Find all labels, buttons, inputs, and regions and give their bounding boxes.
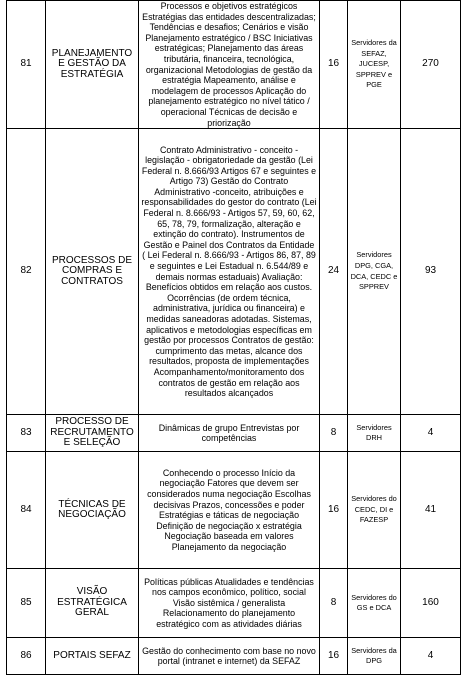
row-number: 85 — [7, 569, 46, 638]
course-content: Dinâmicas de grupo Entrevistas por competências — [139, 415, 320, 452]
row-number: 82 — [7, 129, 46, 415]
table-row — [7, 569, 461, 638]
course-hours: 16 — [320, 452, 348, 569]
table-row — [7, 1, 461, 129]
course-content: Processos e objetivos estratégicos Estratégias das entidades descentralizadas; Tendências e desafios; Cenários e visão Planejamento estratégico / BSC Iniciativas estratégicas; Planejamento das áreas tributária, financeira, tecnológica, organizacional Metodologias de gestão da estratégia Mapeamento, análise e modelagem de processos Aplicação do planejamento estratégico no nível tático / operacional Técnicas de decisão e priorização — [139, 1, 320, 129]
course-content: Conhecendo o processo Início da negociação Fatores que devem ser considerados numa negociação Escolhas decisivas Prazos, concessões e poder Estratégias e táticas de negociação Definição de negociação x estratégia Negociação baseada em valores Planejamento da negociação — [139, 452, 320, 569]
course-name: PORTAIS SEFAZ — [46, 638, 139, 675]
course-hours: 16 — [320, 638, 348, 675]
target-audience: Servidores DRH — [348, 415, 401, 452]
target-audience: Servidores da SEFAZ, JUCESP, SPPREV e PGE — [348, 1, 401, 129]
table-row — [7, 638, 461, 675]
participant-count: 4 — [401, 638, 461, 675]
target-audience: Servidores da DPG — [348, 638, 401, 675]
table-row — [7, 452, 461, 569]
table-row — [7, 129, 461, 415]
course-name: PROCESSO DE RECRUTAMENTO E SELEÇÃO — [46, 415, 139, 452]
participant-count: 4 — [401, 415, 461, 452]
course-hours: 16 — [320, 1, 348, 129]
course-name: PLANEJAMENTO E GESTÃO DA ESTRATÉGIA — [46, 1, 139, 129]
table-row — [7, 415, 461, 452]
row-number: 84 — [7, 452, 46, 569]
course-hours: 8 — [320, 415, 348, 452]
participant-count: 93 — [401, 129, 461, 415]
course-name: PROCESSOS DE COMPRAS E CONTRATOS — [46, 129, 139, 415]
participant-count: 160 — [401, 569, 461, 638]
course-hours: 8 — [320, 569, 348, 638]
row-number: 81 — [7, 1, 46, 129]
target-audience: Servidores do CEDC, DI e FAZESP — [348, 452, 401, 569]
course-name: VISÃO ESTRATÉGICA GERAL — [46, 569, 139, 638]
target-audience: Servidores do GS e DCA — [348, 569, 401, 638]
participant-count: 41 — [401, 452, 461, 569]
row-number: 86 — [7, 638, 46, 675]
participant-count: 270 — [401, 1, 461, 129]
course-content: Políticas públicas Atualidades e tendências nos campos econômico, político, social Visão sistêmica / generalista Relacionamento do planejamento estratégico com as atividades diárias — [139, 569, 320, 638]
course-content: Contrato Administrativo - conceito - legislação - obrigatoriedade da gestão (Lei Federal n. 8.666/93 Artigos 67 e seguintes e Artigo 73) Gestão do Contrato Administrativo -conceito, atribuições e responsabilidades do gestor do contrato (Lei Federal n. 8.666/93 - Artigos 57, 59, 60, 62, 65, 78, 79, formalização, alteração e extinção do contrato). Instrumentos de Gestão e Painel dos Contratos da Entidade ( Lei Federal n. 8.666/93 - Artigos 86, 87, 89 e seguintes e Lei Estadual n. 6.544/89 e demais normas estaduais) Avaliação: Benefícios obtidos em relação aos custos. Ocorrências (de ordem técnica, administrativa, jurídica ou financeira) e medidas saneadoras adotadas. Sistemas, aplicativos e metodologias específicas em gestão por processos Contratos de gestão: cumprimento das metas, alcance dos resultados, proposta de implementações Acompanhamento/monitoramento dos contratos de gestão em relação aos resultados alcançados — [139, 129, 320, 415]
target-audience: Servidores DPG, CGA, DCA, CEDC e SPPREV — [348, 129, 401, 415]
course-hours: 24 — [320, 129, 348, 415]
course-table — [6, 0, 461, 675]
course-content: Gestão do conhecimento com base no novo portal (intranet e internet) da SEFAZ — [139, 638, 320, 675]
row-number: 83 — [7, 415, 46, 452]
course-name: TÉCNICAS DE NEGOCIAÇÃO — [46, 452, 139, 569]
